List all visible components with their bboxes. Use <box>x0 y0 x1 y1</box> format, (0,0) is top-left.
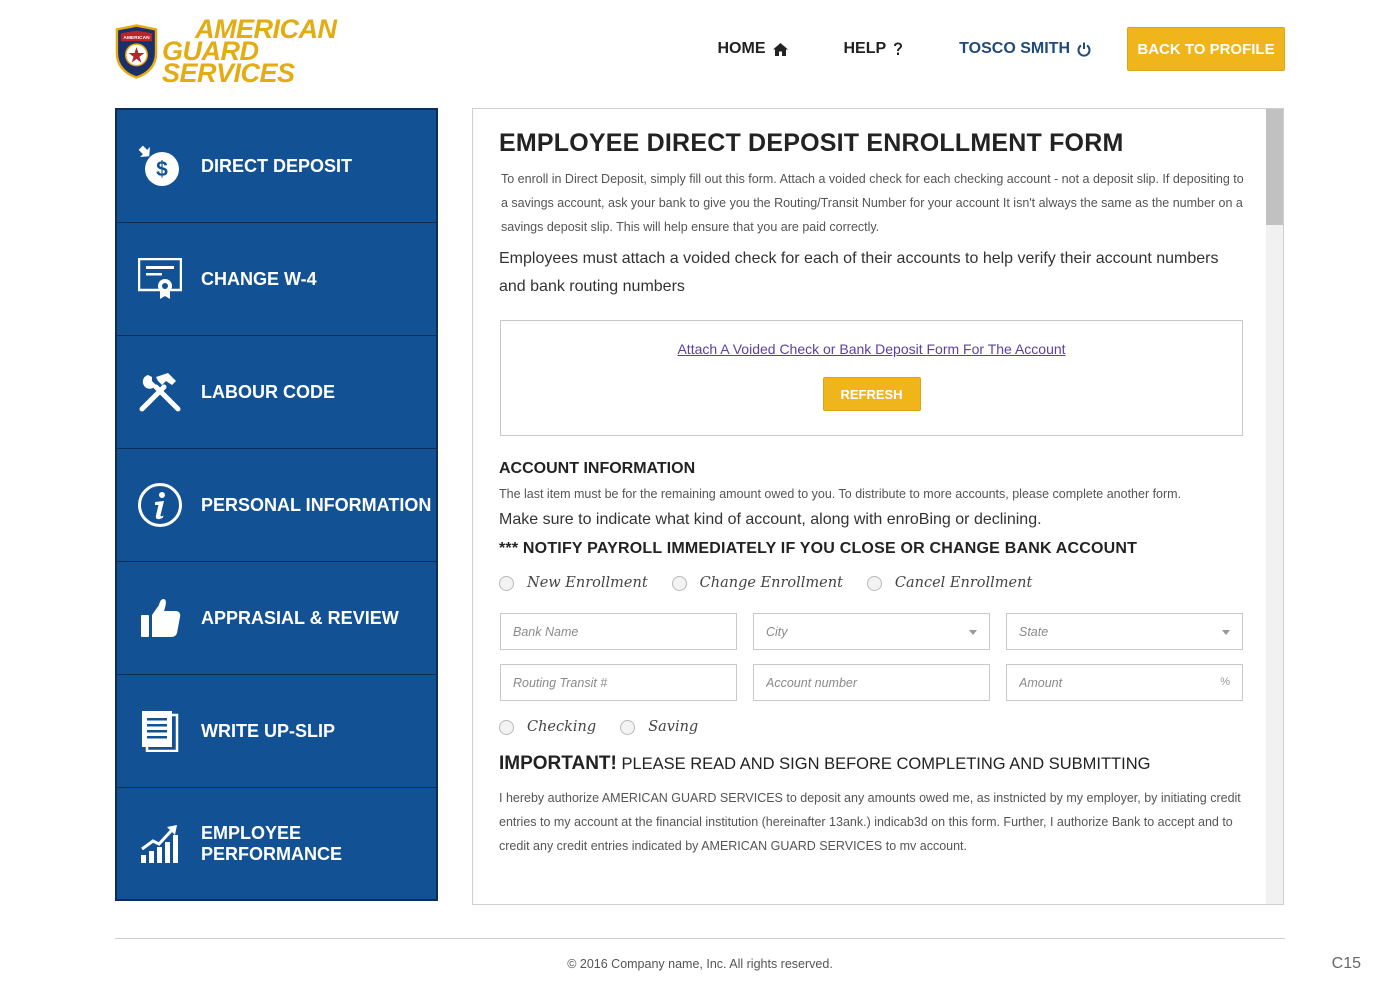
bank-name-field <box>500 613 737 650</box>
enrollment-type-group <box>499 575 1245 591</box>
copyright-text: © 2016 Company name, Inc. All rights reserved. <box>567 957 833 971</box>
important-heading <box>499 753 1245 775</box>
svg-text:$: $ <box>156 158 168 181</box>
state-select[interactable] <box>1006 613 1243 650</box>
sidebar-item-employee-performance[interactable] <box>117 788 436 899</box>
chevron-down-icon[interactable] <box>1222 630 1230 635</box>
sidebar-item-personal-information[interactable] <box>117 449 436 562</box>
nav-home-link[interactable] <box>718 40 788 58</box>
intro-text: To enroll in Direct Deposit, simply fill out this form. Attach a voided check for each checking account - not a deposit slip. If depositing to a savings account, ask your bank to give you the Routing/Transit Number for your account It isn't always the same as the number on a savings deposit slip. This will help ensure that you are paid correctly. <box>501 172 1244 234</box>
sidebar-item-label: DIRECT DEPOSIT <box>201 155 353 176</box>
radio-button[interactable] <box>867 576 882 591</box>
radio-label: New Enrollment <box>527 575 648 591</box>
payroll-notice: *** NOTIFY PAYROLL IMMEDIATELY IF YOU CLOSE OR CHANGE BANK ACCOUNT <box>499 540 1138 557</box>
screen-code: C15 <box>1331 955 1361 972</box>
sidebar-item-label: APPRASIAL & REVIEW <box>201 607 399 628</box>
scrollbar-thumb[interactable] <box>1266 109 1283 225</box>
question-icon <box>893 42 903 56</box>
routing-field <box>500 664 737 701</box>
nav-user-name: TOSCO SMITH <box>959 40 1070 57</box>
certificate-icon <box>137 256 183 302</box>
form-content <box>499 129 1245 858</box>
nav-help-label: HELP <box>843 40 887 57</box>
document-icon <box>137 708 183 754</box>
cancel-enrollment-radio[interactable] <box>867 575 1032 591</box>
radio-button[interactable] <box>672 576 687 591</box>
amount-field <box>1006 664 1243 701</box>
chevron-down-icon[interactable] <box>969 630 977 635</box>
sidebar-item-direct-deposit[interactable] <box>117 110 436 223</box>
thumbs-up-icon <box>137 595 183 641</box>
account-number-field <box>753 664 990 701</box>
back-to-profile-button[interactable]: BACK TO PROFILE <box>1127 27 1285 71</box>
bank-name-input[interactable] <box>501 614 736 649</box>
important-text: PLEASE READ AND SIGN BEFORE COMPLETING AND SUBMITTING <box>616 755 1151 773</box>
radio-button[interactable] <box>499 720 514 735</box>
panel-scrollbar[interactable] <box>1266 109 1283 904</box>
sidebar-item-label: LABOUR CODE <box>201 381 335 402</box>
growth-chart-icon <box>137 821 183 867</box>
routing-transit-input[interactable] <box>501 665 736 700</box>
checking-radio[interactable] <box>499 719 596 735</box>
important-label: IMPORTANT! <box>499 753 617 774</box>
nav-help-link[interactable] <box>844 40 904 58</box>
hammer-wrench-icon <box>137 369 183 415</box>
shield-text: AMERICAN <box>123 35 150 41</box>
shield-logo-icon <box>113 23 160 79</box>
sidebar-item-labour-code[interactable] <box>117 336 436 449</box>
new-enrollment-radio[interactable] <box>499 575 648 591</box>
radio-label: Cancel Enrollment <box>894 575 1033 591</box>
deposit-dollar-icon <box>137 143 183 189</box>
sidebar-item-label: WRITE UP-SLIP <box>201 720 335 741</box>
radio-label: Saving <box>648 719 699 735</box>
form-panel <box>472 108 1284 905</box>
account-information-heading: ACCOUNT INFORMATION <box>499 460 696 477</box>
refresh-button[interactable]: REFRESH <box>823 377 921 411</box>
radio-label: Change Enrollment <box>699 575 843 591</box>
power-icon <box>1077 42 1091 57</box>
sidebar-item-label: PERSONAL INFORMATION <box>201 494 432 515</box>
state-input[interactable] <box>1007 614 1242 649</box>
percent-sign: % <box>1220 676 1230 688</box>
nav-home-label: HOME <box>717 40 766 57</box>
city-select[interactable] <box>753 613 990 650</box>
brand-name <box>161 14 393 88</box>
attach-voided-check-link[interactable]: Attach A Voided Check or Bank Deposit Form For The Account <box>677 341 1066 357</box>
change-enrollment-radio[interactable] <box>672 575 843 591</box>
sidebar <box>115 108 438 901</box>
page-title: EMPLOYEE DIRECT DEPOSIT ENROLLMENT FORM <box>499 129 1124 157</box>
bank-fields <box>500 613 1245 701</box>
amount-input[interactable] <box>1007 665 1242 700</box>
voided-check-notice: Employees must attach a voided check for each of their accounts to help verify their account numbers and bank routing numbers <box>499 250 1219 295</box>
nav-user-menu[interactable] <box>959 40 1091 58</box>
brand-logo[interactable] <box>113 14 393 88</box>
account-information-note: The last item must be for the remaining amount owed to you. To distribute to more accounts, please complete another form. <box>499 487 1182 501</box>
account-type-instruction: Make sure to indicate what kind of account, along with enroBing or declining. <box>499 511 1042 528</box>
saving-radio[interactable] <box>620 719 698 735</box>
account-type-group <box>499 719 1245 735</box>
footer-divider <box>115 938 1285 939</box>
radio-label: Checking <box>527 719 597 735</box>
brand-line-1: AMERICAN <box>194 14 337 44</box>
radio-button[interactable] <box>499 576 514 591</box>
attach-check-box <box>500 320 1243 436</box>
info-icon <box>137 482 183 528</box>
sidebar-item-label: CHANGE W-4 <box>201 268 317 289</box>
brand-line-2: GUARD SERVICES <box>161 36 295 88</box>
sidebar-item-write-up-slip[interactable] <box>117 675 436 788</box>
city-input[interactable] <box>754 614 989 649</box>
radio-button[interactable] <box>620 720 635 735</box>
sidebar-item-label: EMPLOYEE PERFORMANCE <box>201 822 343 864</box>
sidebar-item-apprasial-review[interactable] <box>117 562 436 675</box>
account-number-input[interactable] <box>754 665 989 700</box>
top-nav <box>718 27 1286 71</box>
sidebar-item-change-w4[interactable] <box>117 223 436 336</box>
home-icon <box>773 43 788 56</box>
authorization-text: I hereby authorize AMERICAN GUARD SERVICES to deposit any amounts owed me, as instnicted by my employer, by initiating credit entries to my account at the financial institution (hereinafter 13ank.) indicab3d on this form. Further, I authorize Bank to accept and to credit any credit entries indicated by AMERICAN GUARD SERVICES to mv account. <box>499 791 1241 853</box>
